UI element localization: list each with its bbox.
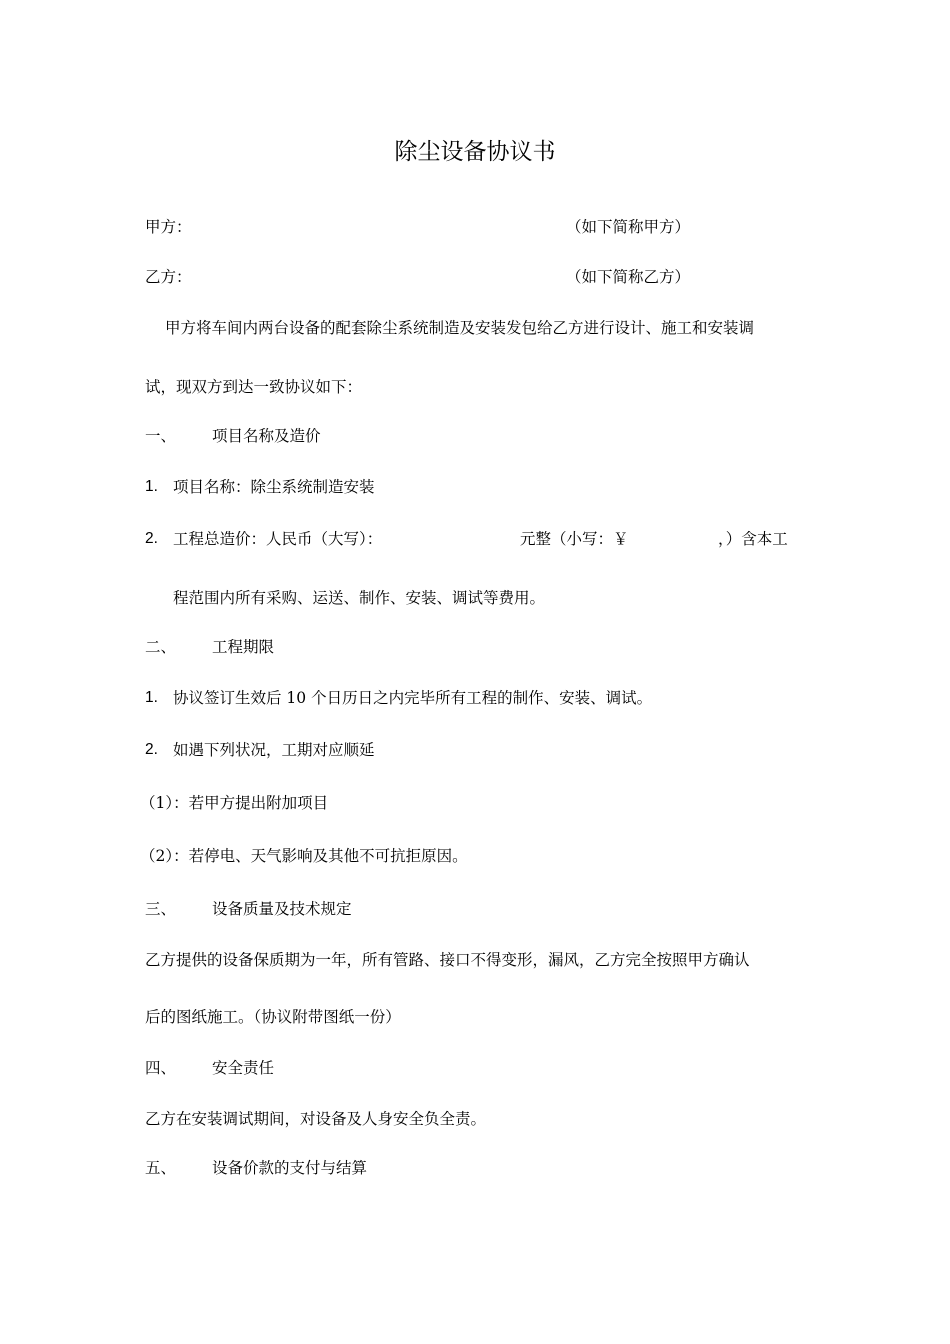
party-b-note: （如下简称乙方） — [566, 268, 691, 286]
s4-text: 乙方在安装调试期间，对设备及人身安全负全责。 — [145, 1110, 487, 1128]
s2-item-1-text: 协议签订生效后 10 个日历日之内完毕所有工程的制作、安装、调试。 — [173, 689, 653, 707]
s3-line-2: 后的图纸施工。（协议附带图纸一份） — [145, 1008, 401, 1026]
section-3-title: 设备质量及技术规定 — [212, 900, 352, 918]
s1-item-1-text: 项目名称：除尘系统制造安装 — [173, 478, 375, 496]
party-b-label: 乙方： — [145, 268, 192, 286]
section-3-number: 三、 — [145, 900, 177, 918]
s1-item-2-number: 2. — [145, 530, 158, 547]
s2-item-1-number: 1. — [145, 689, 158, 706]
s2-item-2-number: 2. — [145, 741, 158, 758]
s1-item-1-number: 1. — [145, 478, 158, 495]
intro-line-2: 试，现双方到达一致协议如下： — [145, 378, 363, 396]
s3-line-1: 乙方提供的设备保质期为一年，所有管路、接口不得变形，漏风，乙方完全按照甲方确认 — [145, 951, 750, 969]
document-title: 除尘设备协议书 — [394, 139, 556, 165]
party-a-label: 甲方： — [145, 218, 192, 236]
section-2-number: 二、 — [145, 638, 177, 656]
s2-item-2-text: 如遇下列状况，工期对应顺延 — [173, 741, 375, 759]
section-4-number: 四、 — [145, 1059, 177, 1077]
s1-item-2-price-label: 工程总造价：人民币（大写）： — [173, 530, 383, 548]
section-5-title: 设备价款的支付与结算 — [212, 1159, 368, 1177]
s1-item-2-scope-label: ，）含本工 — [718, 530, 788, 548]
section-5-number: 五、 — [145, 1159, 177, 1177]
section-4-title: 安全责任 — [212, 1059, 275, 1077]
s2-paragraph-2: （2）：若停电、天气影响及其他不可抗拒原因。 — [140, 847, 468, 865]
party-a-note: （如下简称甲方） — [566, 218, 691, 236]
s1-item-2-line-2: 程范围内所有采购、运送、制作、安装、调试等费用。 — [173, 589, 546, 607]
s1-item-2-amount-label: 元整（小写：￥ — [520, 530, 629, 548]
section-1-title: 项目名称及造价 — [212, 427, 321, 445]
section-1-number: 一、 — [145, 427, 177, 445]
intro-line-1: 甲方将车间内两台设备的配套除尘系统制造及安装发包给乙方进行设计、施工和安装调 — [165, 319, 755, 337]
s2-paragraph-1: （1）：若甲方提出附加项目 — [140, 794, 329, 812]
section-2-title: 工程期限 — [212, 638, 275, 656]
